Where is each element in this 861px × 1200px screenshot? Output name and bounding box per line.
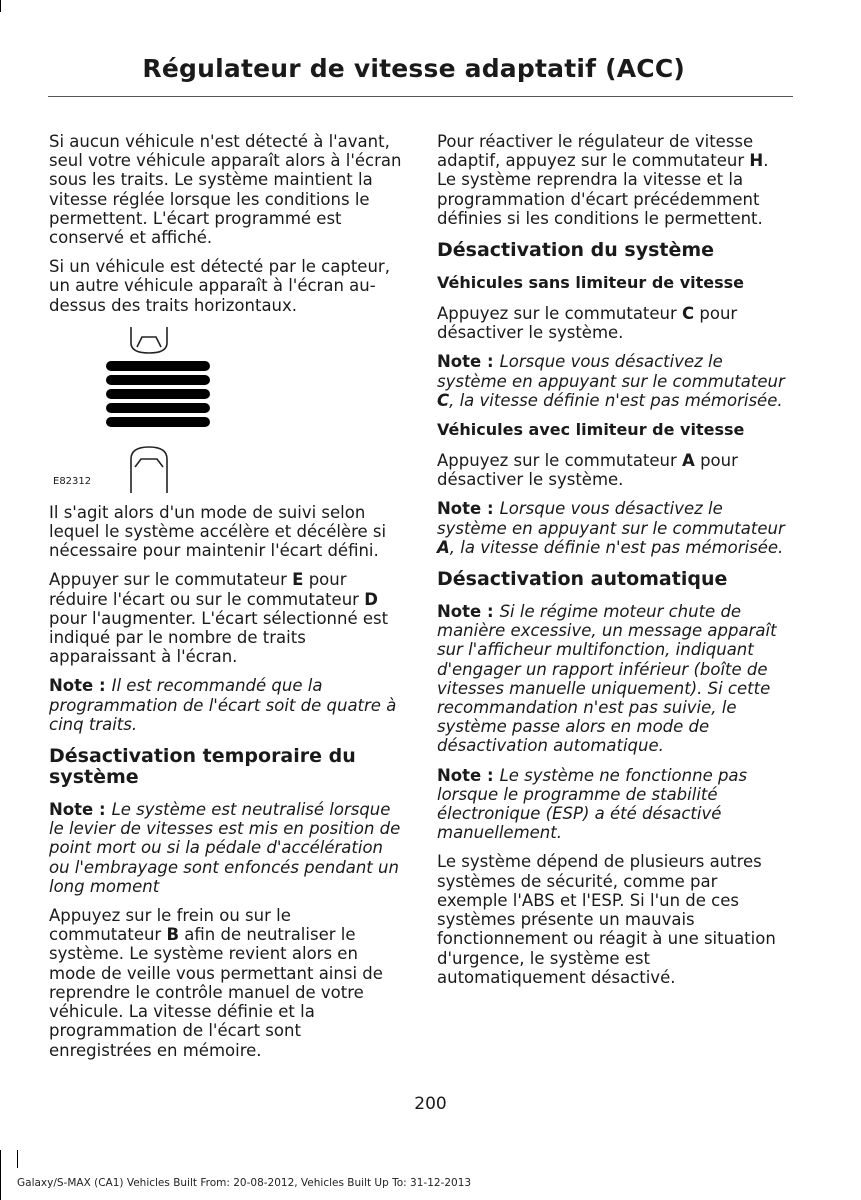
section-heading: Désactivation automatique [437, 568, 728, 591]
note: Note : Il est recommandé que la programmation de l'écart soit de quatre à cinq traits. [49, 676, 397, 734]
crop-mark-top-left [0, 0, 1, 12]
paragraph: Si aucun véhicule n'est détecté à l'avant, seul votre véhicule apparaît alors à l'écran sous les traits. Le système maintient la vitesse réglée lorsque les conditions le permettent. L'écart programmé est conservé et affiché. [49, 132, 402, 248]
paragraph: Appuyer sur le commutateur E pour réduire l'écart ou sur le commutateur D pour l'augmenter. L'écart sélectionné est indiqué par le nombre de traits apparaissant à l'écran. [49, 570, 389, 667]
crop-mark-bottom-left-2 [17, 1150, 18, 1168]
note: Note : Lorsque vous désactivez le système en appuyant sur le commutateur A, la vitesse définie n'est pas mémorisée. [437, 499, 785, 557]
footer-text: Galaxy/S-MAX (CA1) Vehicles Built From: 20-08-2012, Vehicles Built Up To: 31-12-2013 [17, 1177, 472, 1189]
note: Note : Lorsque vous désactivez le système en appuyant sur le commutateur C, la vitesse définie n'est pas mémorisée. [437, 352, 785, 410]
section-heading: Désactivation du système [437, 239, 715, 262]
gap-bars [106, 361, 210, 427]
note: Note : Le système est neutralisé lorsque le levier de vitesses est mis en position de point mort ou si la pédale d'accélération ou l'embrayage sont enfoncés pendant un long moment [49, 800, 401, 896]
switch-d-label: D [364, 589, 378, 609]
paragraph: Le système dépend de plusieurs autres systèmes de sécurité, comme par exemple l'ABS et l'ESP. Si l'un de ces systèmes présente un mauvais fonctionnement ou réagit à une situation d'urgence, le système est automatiquement désactivé. [437, 852, 776, 987]
lead-vehicle-icon [131, 327, 167, 353]
switch-b-label: B [166, 925, 180, 945]
note: Note : Si le régime moteur chute de manière excessive, un message apparaît sur l'afficheur multifonction, indiquant d'engager un rapport inférieur (boîte de vitesses manuelle uniquement). Si cette recommandation n'est pas suivie, le système passe alors en mode de désactivation automatique. [437, 602, 777, 756]
section-heading: Désactivation temporaire du système [49, 745, 356, 789]
switch-h-label: H [749, 151, 764, 171]
paragraph: Pour réactiver le régulateur de vitesse adaptif, appuyez sur le commutateur H. Le système reprendra la vitesse et la programmation d'écart précédemment définies si les conditions le permettent. [437, 132, 769, 228]
paragraph: Il s'agit alors d'un mode de suivi selon lequel le système accélère et décélère si nécessaire pour maintenir l'écart défini. [49, 502, 387, 561]
page-title-text: Régulateur de vitesse adaptatif (ACC) [142, 54, 685, 83]
figure-code: E82312 [53, 475, 92, 487]
switch-c-label: C [682, 304, 695, 324]
subsection-heading: Véhicules avec limiteur de vitesse [437, 420, 745, 440]
switch-e-label: E [292, 570, 304, 590]
paragraph: Appuyez sur le commutateur C pour désactiver le système. [437, 304, 738, 343]
gap-bars-illustration [49, 327, 249, 493]
paragraph: Appuyez sur le frein ou sur le commutateur B afin de neutraliser le système. Le système revient alors en mode de veille vous permettant ainsi de reprendre le contrôle manuel de votre véhicule. La vitesse définie et la programmation de l'écart sont enregistrées en mémoire. [49, 906, 383, 1060]
paragraph: Appuyez sur le commutateur A pour désactiver le système. [437, 451, 738, 490]
note: Note : Le système ne fonctionne pas lorsque le programme de stabilité électronique (ESP) a été désactivé manuellement. [437, 765, 748, 843]
paragraph: Si un véhicule est détecté par le capteur, un autre véhicule apparaît à l'écran au-dessus des traits horizontaux. [49, 257, 390, 315]
title-divider [48, 96, 793, 97]
right-column [437, 132, 792, 997]
left-column [49, 132, 404, 1070]
subsection-heading: Véhicules sans limiteur de vitesse [437, 273, 745, 293]
distance-display-figure [49, 327, 249, 493]
own-vehicle-icon [131, 447, 167, 493]
crop-mark-bottom-left [0, 1150, 1, 1200]
page-number: 200 [414, 1094, 447, 1114]
switch-a-label: A [682, 451, 695, 471]
